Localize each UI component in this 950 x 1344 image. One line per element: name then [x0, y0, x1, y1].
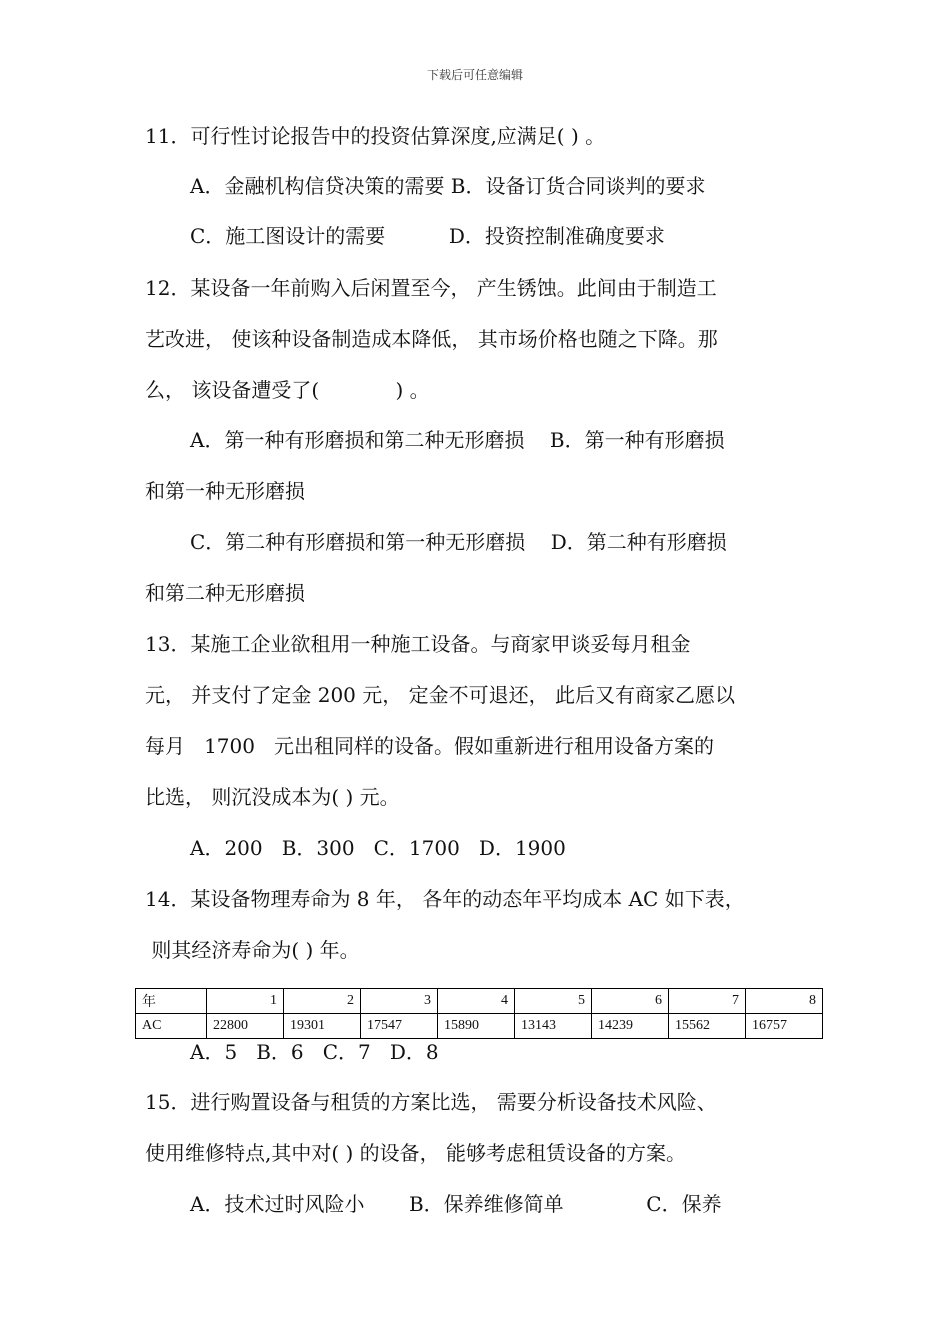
question-12-line-2: 艺改进， 使该种设备制造成本降低， 其市场价格也随之下降。那: [145, 327, 718, 351]
table-cell: 15562: [669, 1014, 746, 1039]
question-13-line-1: 13．某施工企业欲租用一种施工设备。与商家甲谈妥每月租金: [145, 632, 691, 656]
table-row: [136, 1014, 823, 1039]
question-11: 11．可行性讨论报告中的投资估算深度,应满足( ) 。: [145, 124, 606, 148]
table-cell: 1: [207, 989, 284, 1014]
table-cell: 4: [438, 989, 515, 1014]
table-cell: 15890: [438, 1014, 515, 1039]
question-15-line-2: 使用维修特点,其中对( ) 的设备， 能够考虑租赁设备的方案。: [145, 1141, 687, 1165]
table-cell: AC: [136, 1014, 207, 1039]
table-cell: 年: [136, 989, 207, 1014]
question-14-line-2: 则其经济寿命为( ) 年。: [145, 938, 360, 962]
question-13-line-4: 比选， 则沉没成本为( ) 元。: [145, 785, 400, 809]
table-cell: 13143: [515, 1014, 592, 1039]
q12-options-cd: C．第二种有形磨损和第一种无形磨损 D．第二种有形磨损: [190, 530, 727, 554]
question-13-line-3: 每月 1700 元出租同样的设备。假如重新进行租用设备方案的: [145, 734, 715, 758]
q12-options-cd-cont: 和第二种无形磨损: [145, 581, 305, 605]
question-15-line-1: 15．进行购置设备与租赁的方案比选， 需要分析设备技术风险、: [145, 1090, 717, 1114]
table-cell: 22800: [207, 1014, 284, 1039]
table-cell: 5: [515, 989, 592, 1014]
table-cell: 2: [284, 989, 361, 1014]
question-14-line-1: 14．某设备物理寿命为 8 年， 各年的动态年平均成本 AC 如下表，: [145, 887, 745, 911]
table-row: [136, 989, 823, 1014]
table-cell: 7: [669, 989, 746, 1014]
q13-options: A．200 B．300 C．1700 D．1900: [190, 836, 566, 860]
q12-options-ab: A．第一种有形磨损和第二种无形磨损 B．第一种有形磨损: [190, 428, 725, 452]
q12-options-ab-cont: 和第一种无形磨损: [145, 479, 305, 503]
q11-options-cd: C．施工图设计的需要 D．投资控制准确度要求: [190, 224, 665, 248]
table-cell: 19301: [284, 1014, 361, 1039]
table-cell: 16757: [746, 1014, 823, 1039]
table-cell: 14239: [592, 1014, 669, 1039]
question-12-line-3: 么， 该设备遭受了( ) 。: [145, 378, 430, 402]
question-13-line-2: 元， 并支付了定金 200 元， 定金不可退还， 此后又有商家乙愿以: [145, 683, 735, 707]
question-12-line-1: 12．某设备一年前购入后闲置至今， 产生锈蚀。此间由于制造工: [145, 276, 717, 300]
q15-options: A．技术过时风险小 B．保养维修简单 C．保养: [190, 1192, 722, 1216]
table-cell: 6: [592, 989, 669, 1014]
q11-options-ab: A．金融机构信贷决策的需要 B．设备订货合同谈判的要求: [190, 174, 706, 198]
ac-table: [135, 988, 823, 1039]
table-cell: 8: [746, 989, 823, 1014]
table-cell: 17547: [361, 1014, 438, 1039]
q14-options: A．5 B．6 C．7 D．8: [190, 1040, 439, 1064]
table-cell: 3: [361, 989, 438, 1014]
page-header: 下载后可任意编辑: [426, 68, 523, 82]
